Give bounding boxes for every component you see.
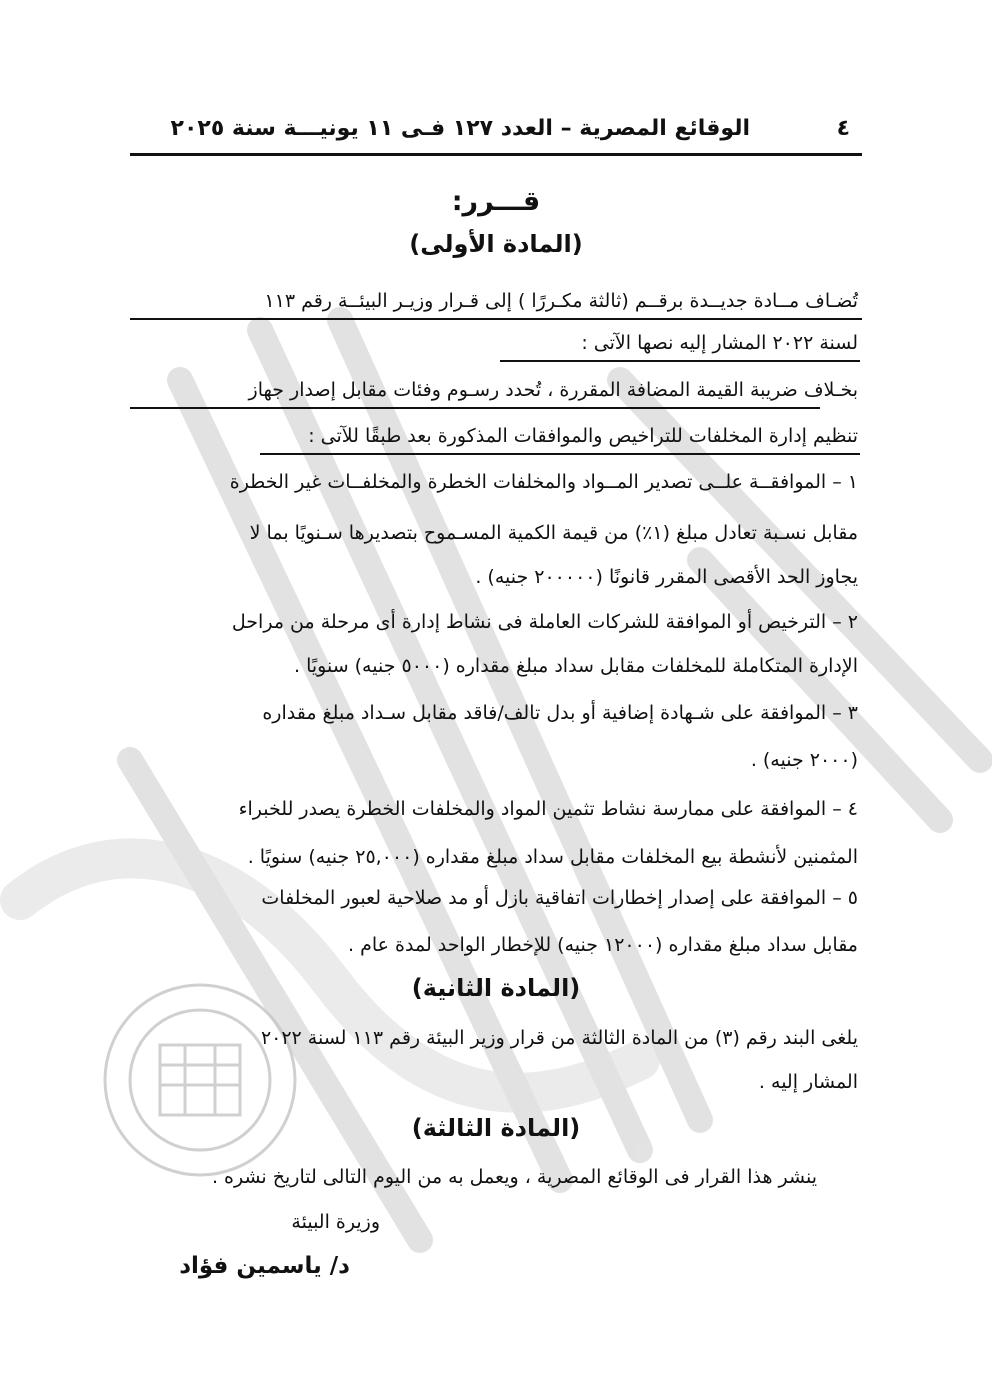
article-3-title: (المادة الثالثة) [411,1114,581,1142]
article-2-line-1: يلغى البند رقم (٣) من المادة الثالثة من قرار وزير البيئة رقم ١١٣ لسنة ٢٠٢٢ [260,1027,858,1049]
underline-rule [500,360,860,362]
item-4-line-2: المثمنين لأنشطة بيع المخلفات مقابل سداد مبلغ مقداره (٢٥,٠٠٠ جنيه) سنويًا . [247,846,858,868]
gazette-issue-title: الوقائع المصرية – العدد ١٢٧ فـى ١١ يونيـــة سنة ٢٠٢٥ [170,116,750,141]
article-3-line-1: ينشر هذا القرار فى الوقائع المصرية ، ويعمل به من اليوم التالى لتاريخ نشره . [211,1166,817,1188]
item-1-line-2: مقابل نسـبة تعادل مبلغ (١٪) من قيمة الكمية المسـموح بتصديرها سـنويًا بما لا [249,522,858,544]
signature-role: وزيرة البيئة [291,1211,380,1233]
article-2-line-2: المشار إليه . [758,1071,858,1093]
page-number: ٤ [836,116,850,141]
item-3-line-1: ٣ – الموافقة على شـهادة إضافية أو بدل تالف/فاقد مقابل سـداد مبلغ مقداره [262,702,858,724]
item-3-line-2: (٢٠٠٠ جنيه) . [750,749,858,771]
decision-title: قـــرر: [451,186,541,217]
item-2-line-2: الإدارة المتكاملة للمخلفات مقابل سداد مبلغ مقداره (٥٠٠٠ جنيه) سنويًا . [293,655,858,677]
item-5-line-2: مقابل سداد مبلغ مقداره (١٢٠٠٠ جنيه) للإخطار الواحد لمدة عام . [348,934,858,956]
article-1-intro-line-1: تُضـاف مــادة جديــدة برقــم (ثالثة مكـررًا ) إلى قـرار وزيـر البيئــة رقم ١١٣ [264,290,858,312]
article-1-quote-line-2: تنظيم إدارة المخلفات للتراخيص والموافقات المذكورة بعد طبقًا للآتى : [308,425,858,447]
item-1-line-3: يجاوز الحد الأقصى المقرر قانونًا (٢٠٠٠٠٠ جنيه) . [475,566,858,588]
item-5-line-1: ٥ – الموافقة على إصدار إخطارات اتفاقية بازل أو مد صلاحية لعبور المخلفات [261,887,858,909]
article-1-intro-line-2: لسنة ٢٠٢٢ المشار إليه نصها الآتى : [581,332,858,354]
underline-rule [260,453,860,455]
item-1-line-1: ١ – الموافقــة علــى تصدير المــواد والمخلفات الخطرة والمخلفــات غير الخطرة [229,471,858,493]
article-2-title: (المادة الثانية) [411,974,581,1002]
watermark-stroke [180,380,560,1180]
article-1-title: (المادة الأولى) [409,230,583,258]
article-1-quote-line-1: بخـلاف ضريبة القيمة المضافة المقررة ، تُحدد رسـوم وفئات مقابل إصدار جهاز [248,379,858,401]
page-header [130,112,860,152]
underline-rule [130,318,862,320]
item-4-line-1: ٤ – الموافقة على ممارسة نشاط تثمين المواد والمخلفات الخطرة يصدر للخبراء [238,798,858,820]
header-divider [130,153,862,156]
watermark-stroke [700,560,940,820]
underline-rule [130,407,820,409]
signature-name: د/ ياسمين فؤاد [179,1253,350,1279]
item-2-line-1: ٢ – الترخيص أو الموافقة للشركات العاملة فى نشاط إدارة أى مرحلة من مراحل [231,611,858,633]
